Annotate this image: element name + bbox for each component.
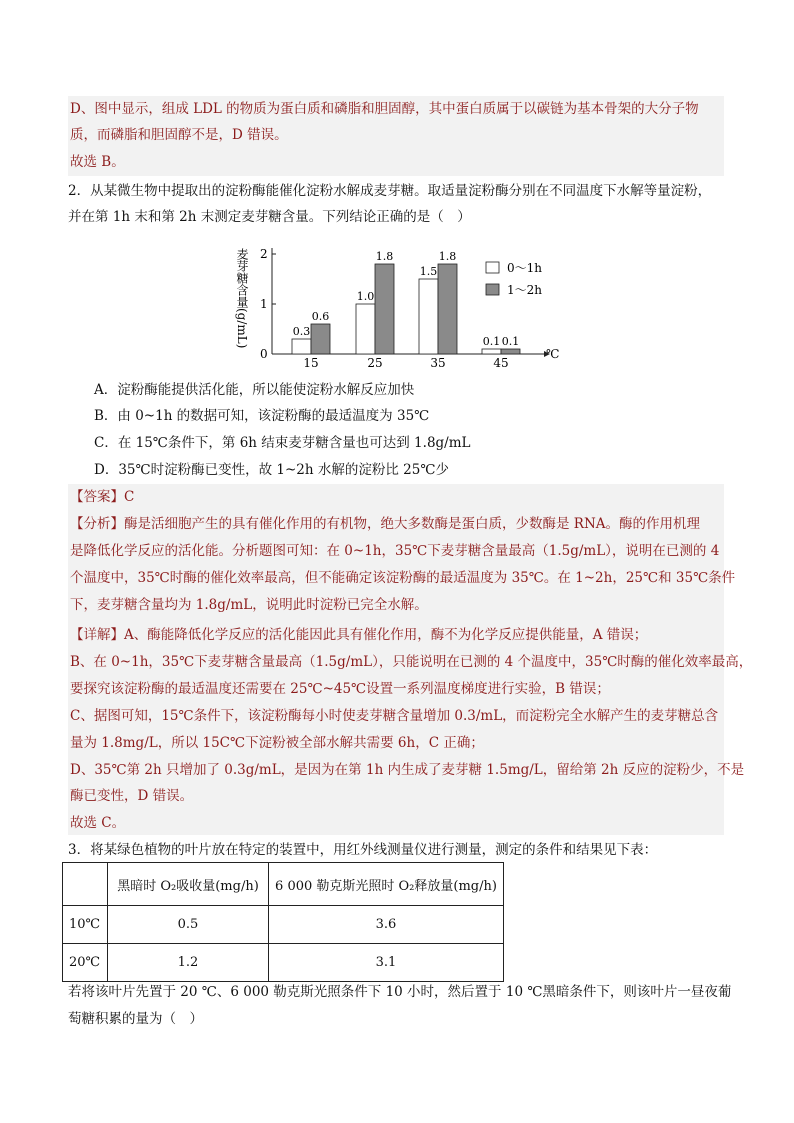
- analysis-tag: 【分析】: [70, 516, 124, 532]
- bar-value-label: 0.6: [311, 310, 330, 323]
- bar-value-label: 1.0: [356, 290, 375, 303]
- explanation-line-1: D、图中显示，组成 LDL 的物质为蛋白质和磷脂和胆固醇，其中蛋白质属于以碳链为基本骨架的大分子物: [70, 101, 699, 117]
- y-ticks: [260, 247, 276, 361]
- detail-line: [70, 734, 484, 752]
- detail-text: A、酶能降低化学反应的活化能因此具有催化作用，酶不为化学反应提供能量，A 错误；: [124, 627, 648, 643]
- y-axis-label: [235, 248, 249, 349]
- legend-swatch: [486, 284, 499, 295]
- table-cell: 3.6: [269, 906, 504, 944]
- detail-line: [70, 707, 718, 725]
- bar: [438, 264, 457, 354]
- conclusion-line: 故选 B。: [70, 154, 125, 170]
- option-c[interactable]: C．在 15℃条件下，第 6h 结束麦芽糖含量也可达到 1.8g/mL: [94, 435, 471, 451]
- bar-chart: [228, 240, 568, 370]
- table-header-cell: 6 000 勒克斯光照时 O₂释放量(mg/h): [269, 863, 504, 906]
- bar-value-label: 1.8: [375, 250, 394, 263]
- detail-line: [70, 626, 647, 644]
- bar: [419, 279, 438, 354]
- x-axis-unit: ℃: [546, 347, 560, 361]
- legend-swatch: [486, 262, 499, 273]
- legend: [486, 261, 542, 297]
- x-tick-label: 15: [303, 356, 319, 370]
- analysis-line: [70, 515, 700, 533]
- x-tick-label: 35: [430, 356, 446, 370]
- detail-tag: 【详解】: [70, 627, 124, 643]
- analysis-line: [70, 542, 719, 560]
- bar: [356, 304, 375, 354]
- bar-value-label: 0.1: [482, 335, 501, 348]
- answer-tag: 【答案】: [70, 489, 124, 505]
- answer-value: C: [124, 489, 135, 505]
- detail-text: 量为 1.8mg/L，所以 15C℃下淀粉被全部水解共需要 6h，C 正确；: [70, 734, 484, 751]
- analysis-text: 酶是活细胞产生的具有催化作用的有机物，绝大多数酶是蛋白质，少数酶是 RNA。酶的作用机理: [124, 516, 701, 532]
- y-axis-label-text: 麦芽糖含量(g/mL): [235, 248, 249, 349]
- data-table: [62, 862, 504, 982]
- table-row: [63, 906, 504, 944]
- detail-text: 酶已变性，D 错误。: [70, 788, 194, 805]
- legend-label: 0～1h: [507, 261, 542, 275]
- bar: [482, 349, 501, 354]
- analysis-text: 下，麦芽糖含量均为 1.8g/mL，说明此时淀粉已完全水解。: [70, 596, 428, 613]
- x-tick-label: 25: [367, 356, 383, 370]
- table-header-cell: 黑暗时 O₂吸收量(mg/h): [108, 863, 269, 906]
- y-tick-label: 1: [260, 297, 268, 311]
- x-ticks: [303, 356, 508, 370]
- bar: [292, 339, 311, 354]
- question-3-after-line-1: 若将该叶片先置于 20 ℃、6 000 勒克斯光照条件下 10 小时，然后置于 10 ℃黑暗条件下，则该叶片一昼夜葡: [68, 984, 732, 1000]
- table-cell: 1.2: [108, 944, 269, 982]
- question-3-line: 3．将某绿色植物的叶片放在特定的装置中，用红外线测量仪进行测量，测定的条件和结果见下表：: [68, 842, 658, 858]
- answer-line: [70, 488, 134, 506]
- detail-text: D、35℃第 2h 只增加了 0.3g/mL，是因为在第 1h 内生成了麦芽糖 1.5mg/L，留给第 2h 反应的淀粉少，不是: [70, 761, 745, 778]
- detail-line: [70, 787, 193, 805]
- explanation-line-2: 质，而磷脂和胆固醇不是，D 错误。: [70, 127, 288, 143]
- detail-text: 要探究该淀粉酶的最适温度还需要在 25℃~45℃设置一系列温度梯度进行实验，B 错误；: [70, 680, 610, 697]
- bar: [501, 349, 520, 354]
- table-cell: 3.1: [269, 944, 504, 982]
- table-header-cell: [63, 863, 108, 906]
- detail-line: [70, 680, 610, 698]
- answer-conclusion: 故选 C。: [70, 815, 126, 831]
- bar: [311, 324, 330, 354]
- y-tick-label: 2: [260, 247, 268, 261]
- bar: [375, 264, 394, 354]
- detail-line: [70, 761, 744, 779]
- table-cell: 0.5: [108, 906, 269, 944]
- table-header-row: [63, 863, 504, 906]
- analysis-line: [70, 596, 428, 614]
- table-cell: 10℃: [63, 906, 108, 944]
- question-3-after-line-2: 萄糖积累的量为（ ）: [68, 1011, 203, 1027]
- analysis-text: 是降低化学反应的活化能。分析题图可知：在 0~1h，35℃下麦芽糖含量最高（1.5g/mL），说明在已测的 4: [70, 542, 720, 559]
- y-tick-label: 0: [260, 347, 268, 361]
- option-d[interactable]: D．35℃时淀粉酶已变性，故 1~2h 水解的淀粉比 25℃少: [94, 462, 449, 478]
- detail-line: [70, 653, 752, 671]
- option-a[interactable]: A．淀粉酶能提供活化能，所以能使淀粉水解反应加快: [94, 382, 415, 398]
- analysis-text: 个温度中，35℃时酶的催化效率最高，但不能确定该淀粉酶的最适温度为 35℃。在 1~2h，25℃和 35℃条件: [70, 569, 736, 586]
- bar-value-label: 1.5: [419, 265, 438, 278]
- x-tick-label: 45: [493, 356, 509, 370]
- bar-value-label: 1.8: [438, 250, 457, 263]
- bar-value-label: 0.1: [501, 335, 520, 348]
- question-2-line-1: 2．从某微生物中提取出的淀粉酶能催化淀粉水解成麦芽糖。取适量淀粉酶分别在不同温度下水解等量淀粉，: [68, 183, 712, 199]
- table-row: [63, 944, 504, 982]
- detail-text: C、据图可知，15℃条件下，该淀粉酶每小时使麦芽糖含量增加 0.3/mL，而淀粉完全水解产生的麦芽糖总含: [70, 707, 719, 724]
- analysis-line: [70, 569, 735, 587]
- bar-value-label: 0.3: [292, 325, 311, 338]
- question-2-line-2: 并在第 1h 末和第 2h 末测定麦芽糖含量。下列结论正确的是（ ）: [68, 209, 471, 225]
- table-cell: 20℃: [63, 944, 108, 982]
- legend-label: 1～2h: [507, 283, 542, 297]
- option-b[interactable]: B．由 0~1h 的数据可知，该淀粉酶的最适温度为 35℃: [94, 408, 430, 424]
- detail-text: B、在 0~1h，35℃下麦芽糖含量最高（1.5g/mL），只能说明在已测的 4 个温度中，35℃时酶的催化效率最高，: [70, 653, 753, 670]
